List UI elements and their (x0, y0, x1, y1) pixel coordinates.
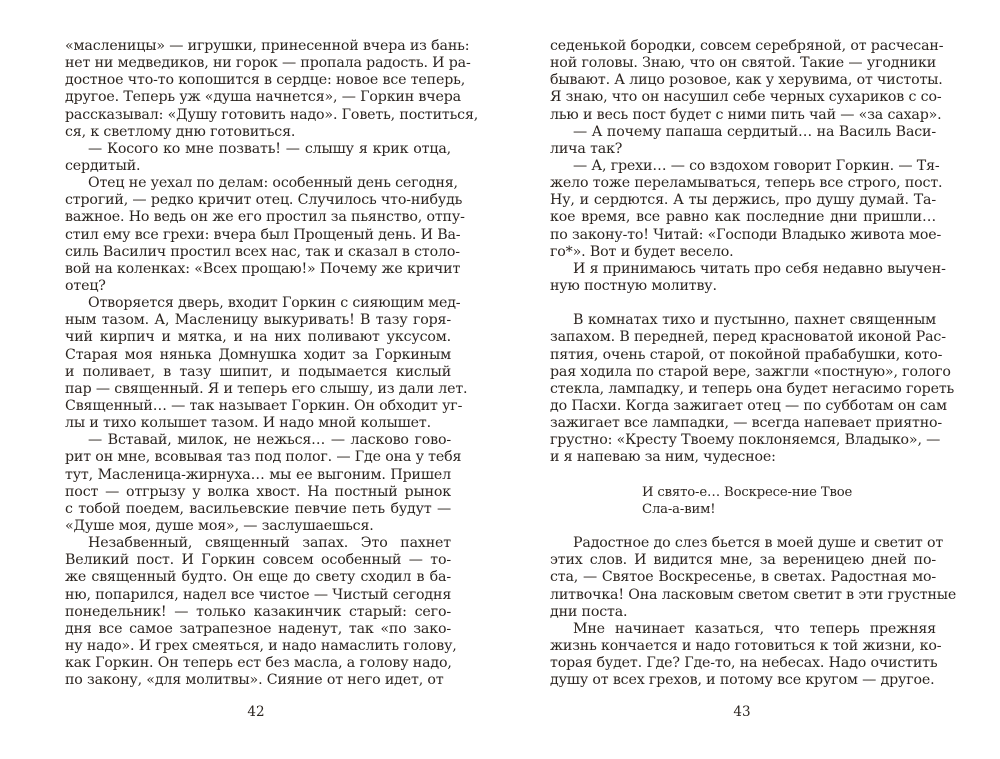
text-line: Я знаю, что он насушил себе черных сухариков с со- (550, 89, 942, 106)
text-line: седенькой бородки, совсем серебряной, от расчесан- (550, 38, 944, 54)
text-line: важное. Но ведь он же его простил за пьянство, отпу- (65, 209, 465, 226)
text-line: тут, Масленица-жирнуха… мы ее выгоним. Пришел (65, 466, 451, 483)
text-line: запахом. В передней, перед красноватой иконой Рас- (550, 329, 946, 346)
left-page-text (65, 38, 479, 689)
text-line: Радостное до слез бьется в моей душе и светит от (573, 535, 944, 552)
text-line: по закону, «для молитвы». Сияние от него идет, от (65, 672, 444, 689)
text-line: лью и весь пост будет с ними пить чай — «за сахар». (550, 106, 942, 123)
right-page-text (550, 38, 957, 689)
paragraph (550, 38, 944, 124)
text-line: «Душе моя, душе моя», — заслушаешься. (65, 517, 374, 534)
text-line: пост — отгрызу у волка хвост. На постный рынок (65, 483, 451, 500)
text-line: го*». Вот и будет весело. (550, 243, 734, 260)
text-line: бывают. А лицо розовое, как у херувима, от чистоты. (550, 72, 943, 89)
paragraph (550, 312, 955, 466)
text-line: Старая моя нянька Домнушка ходит за Горкиным (65, 346, 451, 363)
text-line: душу от всех грехов, и потому все кругом — другое. (550, 672, 935, 689)
text-line: грустно: «Кресту Твоему поклоняемся, Владыко», — (550, 432, 941, 449)
text-line: ну надо». И грех смеяться, и надо намаслить голову, (65, 637, 457, 654)
paragraph (65, 535, 457, 689)
text-line: до Пасхи. Когда зажигает отец — по субботам он сам (550, 397, 947, 414)
text-line: понедельник! — только казакинчик старый: сего- (65, 603, 451, 620)
text-line: жело тоже переламываться, теперь все строго, пост. (550, 175, 943, 192)
paragraph-gap (550, 518, 936, 535)
text-line: отец? (65, 277, 106, 294)
text-line: другое. Теперь уж «душа начнется», — Горкин вчера (65, 89, 461, 106)
text-line: нет ни медведиков, ни горок — пропала радость. И ра- (65, 55, 471, 72)
text-line: кое время, все равно как последние дни пришли… (550, 209, 936, 226)
text-line: стекла, лампадку, и теперь она будет негасимо гореть (550, 380, 955, 397)
text-line: Незабвенный, священный запах. Это пахнет (88, 535, 451, 552)
text-line: вой на коленках: «Всех прощаю!» Почему же кричит (65, 260, 461, 277)
text-line: Великий пост. И Горкин совсем особенный — то- (65, 552, 451, 569)
text-line: с тобой поедем, васильевские певчие петь будут — (65, 500, 451, 517)
text-line: жизнь кончается и надо готовиться к той жизни, ко- (550, 637, 942, 654)
right-page (500, 0, 1000, 759)
paragraph (550, 260, 946, 295)
paragraph-gap (550, 467, 936, 484)
text-line: и поливает, в тазу шипит, и подымается кислый (65, 363, 451, 380)
text-line: сердитый. (65, 157, 141, 174)
text-line: ную постную молитву. (550, 277, 717, 294)
text-line: — А, грехи… — со вздохом говорит Горкин. — Тя- (573, 157, 940, 174)
text-line: — Косого ко мне позвать! — слышу я крик отца, (88, 140, 451, 157)
text-line: Мне начинает казаться, что теперь прежняя (573, 620, 936, 637)
page-number-right: 43 (733, 704, 751, 720)
text-line: ной головы. Знаю, что он святой. Такие — угодники (550, 55, 936, 72)
text-line: Священный… — так называет Горкин. Он обходит уг- (65, 397, 463, 414)
paragraph (65, 432, 462, 535)
text-line: Отворяется дверь, входит Горкин с сияющим мед- (88, 295, 461, 312)
page-number-left: 42 (247, 704, 265, 720)
text-line: литвочка! Она ласковым светом светит в эти грустные (550, 586, 957, 603)
text-line: по закону-то! Читай: «Господи Владыко живота мое- (550, 226, 942, 243)
paragraph-gap (550, 295, 936, 312)
text-line: стил ему все грехи: вчера был Прощеный день. И Ва- (65, 226, 461, 243)
paragraph (550, 157, 943, 261)
verse-line: И свято-е… Воскресе-ние Твое (642, 484, 853, 500)
text-line: И я принимаюсь читать про себя недавно выучен- (573, 260, 946, 277)
text-line: рит он мне, всовывая таз под полог. — Где она у тебя (65, 449, 462, 466)
text-line: как Горкин. Он теперь ест без масла, а голову надо, (65, 655, 452, 672)
text-line: этих слов. И видится мне, за вереницею дней по- (550, 552, 936, 569)
text-line: дни поста. (550, 603, 628, 620)
paragraph (65, 175, 465, 295)
text-line: достное что-то копошится в сердце: новое все теперь, (65, 72, 466, 89)
text-line: — А почему папаша сердитый… на Василь Васи- (573, 123, 936, 140)
text-line: — Вставай, милок, не нежься… — ласково гово- (88, 432, 451, 449)
paragraph (550, 620, 942, 690)
text-line: В комнатах тихо и пустынно, пахнет священным (573, 312, 936, 329)
text-line: ста, — Святое Воскресенье, в светах. Радостная мо- (550, 569, 936, 586)
text-line: пар — священный. Я и теперь его слышу, из дали лет. (65, 380, 468, 397)
text-line: дня все самое затрапезное наденут, так «по зако- (65, 620, 451, 637)
text-line: и я напеваю за ним, чудесное: (550, 449, 776, 466)
text-line: Ну, и сердются. А ты держись, про душу думай. Та- (550, 192, 936, 209)
text-line: лы и тихо колышет тазом. И надо мной колышет. (65, 415, 431, 432)
text-line: ным тазом. А, Масленицу выкуривать! В тазу горя- (65, 312, 451, 329)
text-line: лича так? (550, 140, 623, 157)
verse-quote (550, 484, 936, 518)
paragraph (65, 141, 451, 175)
text-line: рая ходила по старой вере, зажгли «постную», голого (550, 363, 951, 380)
paragraph (65, 295, 468, 432)
text-line: чий кирпич и мятка, и на них поливают уксусом. (65, 329, 451, 346)
text-line: силь Василич простил всех нас, так и сказал в столо- (65, 243, 460, 260)
paragraph (65, 38, 479, 141)
text-line: строгий, — редко кричит отец. Случилось что-нибудь (65, 192, 463, 209)
text-line: Отец не уехал по делам: особенный день сегодня, (88, 175, 458, 192)
text-line: «масленицы» — игрушки, принесенной вчера из бань: (65, 38, 470, 54)
verse-line: Сла-а-вим! (642, 501, 716, 517)
text-line: же священный будто. Он еще до свету сходил в ба- (65, 569, 451, 586)
paragraph (550, 535, 957, 621)
text-line: пятия, очень старой, от покойной прабабушки, кото- (550, 346, 943, 363)
text-line: зажигает все лампадки, — всегда напевает приятно- (550, 415, 943, 432)
paragraph (550, 124, 936, 158)
text-line: ся, к светлому дню готовиться. (65, 123, 296, 140)
text-line: ню, попарился, надел все чистое — Чистый сегодня (65, 586, 452, 603)
text-line: рассказывал: «Душу готовить надо». Говеть, поститься, (65, 106, 479, 123)
text-line: торая будет. Где? Где-то, на небесах. Надо очистить (550, 655, 938, 672)
